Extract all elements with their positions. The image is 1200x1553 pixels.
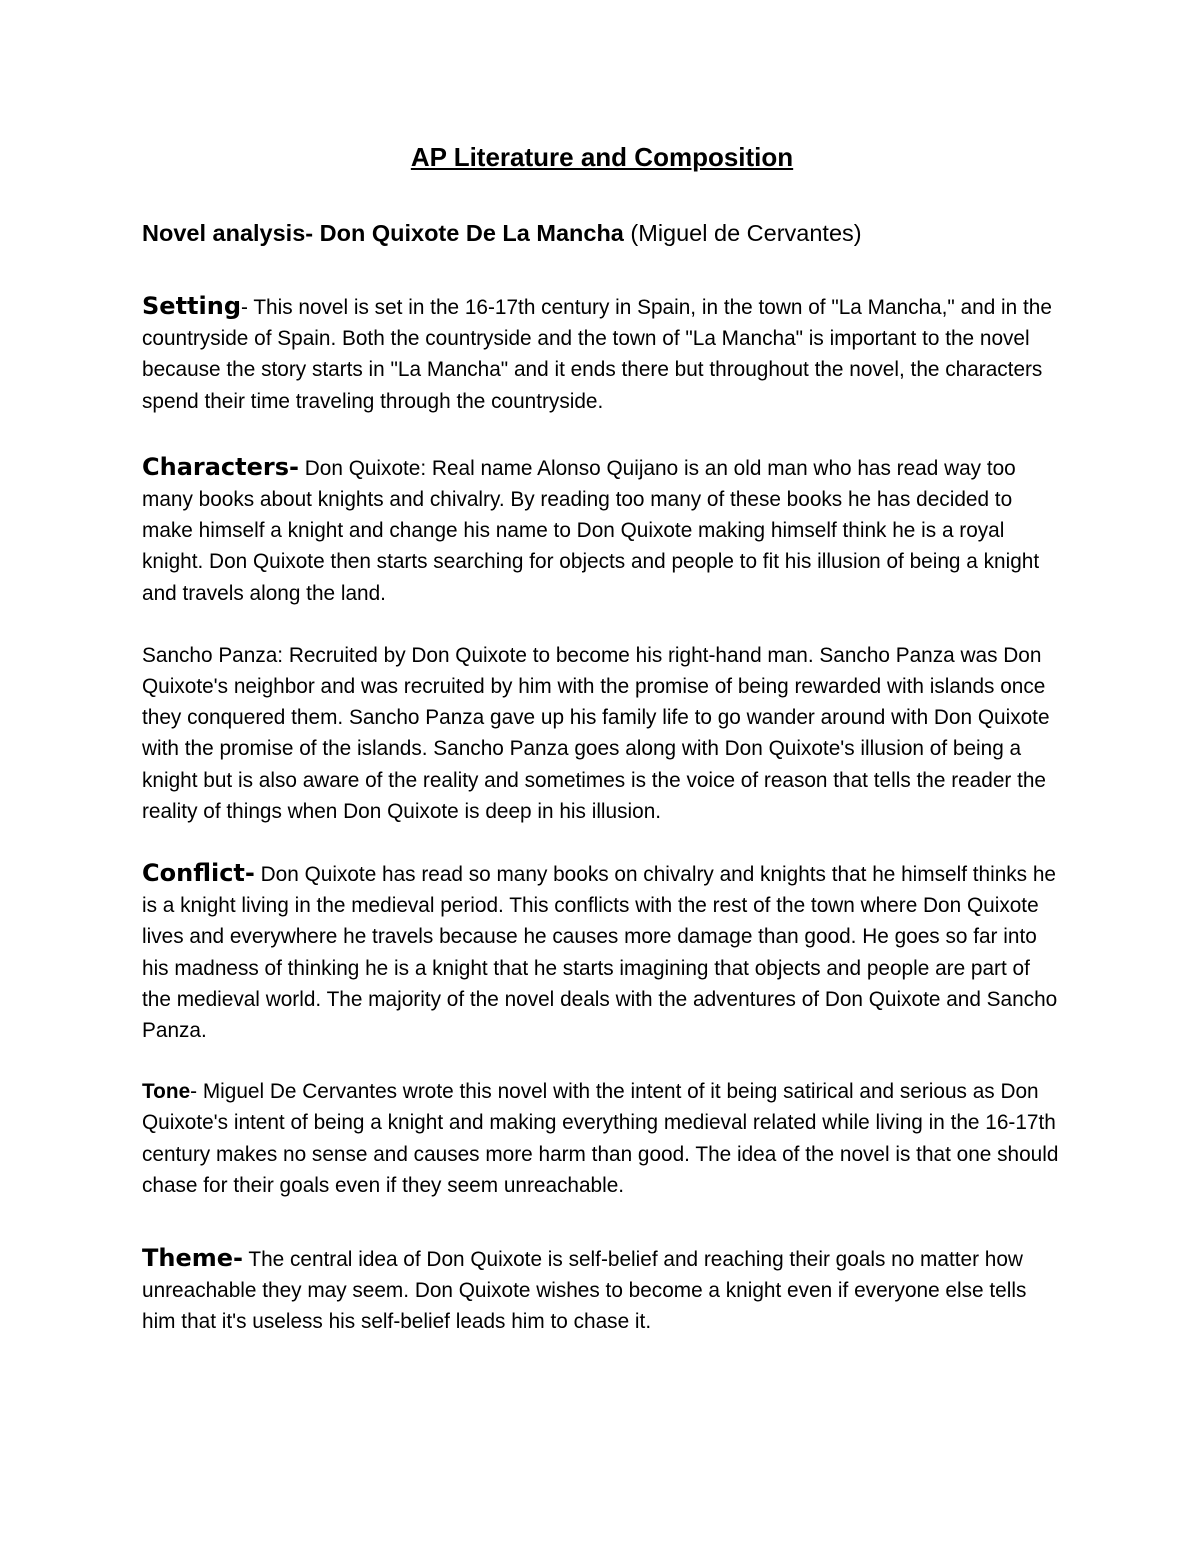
- conflict-text: Don Quixote has read so many books on chivalry and knights that he himself thinks he is a knight living in the medieval period. This conflicts with the rest of the town where Don Quixote lives and everywhere he travels because he causes more damage than good. He goes so far into his madness of thinking he is a knight that he starts imagining that objects and people are part of the medieval world. The majority of the novel deals with the adventures of Don Quixote and Sancho Panza.: [142, 863, 1058, 1043]
- setting-heading: Setting: [142, 292, 241, 320]
- sancho-text: Sancho Panza: Recruited by Don Quixote to become his right-hand man. Sancho Panza was Don Quixote's neighbor and was recruited by him with the promise of being rewarded with islands once they conquered them. Sancho Panza gave up his family life to go wander around with Don Quixote with the promise of the islands. Sancho Panza goes along with Don Quixote's illusion of being a knight but is also aware of the reality and sometimes is the voice of reason that tells the reader the reality of things when Don Quixote is deep in his illusion.: [142, 643, 1050, 823]
- sancho-panza-paragraph: [142, 640, 1062, 827]
- tone-section: [142, 1076, 1062, 1201]
- characters-section: [142, 452, 1062, 609]
- setting-text: - This novel is set in the 16-17th century in Spain, in the town of "La Mancha," and in the countryside of Spain. Both the countryside and the town of "La Mancha" is important to the novel because the story starts in "La Mancha" and it ends there but throughout the novel, the characters spend their time traveling through the countryside.: [142, 296, 1052, 413]
- conflict-section: [142, 858, 1062, 1046]
- setting-section: [142, 291, 1062, 417]
- novel-analysis-subtitle: [142, 218, 1062, 248]
- subtitle-author: (Miguel de Cervantes): [623, 220, 862, 246]
- characters-heading: Characters-: [142, 452, 299, 481]
- theme-text: The central idea of Don Quixote is self-belief and reaching their goals no matter how unreachable they may seem. Don Quixote wishes to become a knight even if everyone else tells him that it's useless his self-belief leads him to chase it.: [142, 1248, 1027, 1334]
- characters-text: Don Quixote: Real name Alonso Quijano is an old man who has read way too many books about knights and chivalry. By reading too many of these books he has decided to make himself a knight and change his name to Don Quixote making himself think he is a royal knight. Don Quixote then starts searching for objects and people to fit his illusion of being a knight and travels along the land.: [142, 456, 1040, 605]
- theme-section: [142, 1243, 1062, 1338]
- theme-heading: Theme-: [142, 1244, 243, 1273]
- document-title: AP Literature and Composition: [410, 142, 794, 172]
- tone-text: - Miguel De Cervantes wrote this novel with the intent of it being satirical and serious as Don Quixote's intent of being a knight and making everything medieval related while living in the 16-17th century makes no sense and causes more harm than good. The idea of the novel is that one should chase for their goals even if they seem unreachable.: [142, 1080, 1059, 1197]
- document-page: [142, 142, 1062, 1338]
- conflict-heading: Conflict-: [142, 859, 255, 888]
- tone-heading: Tone: [142, 1080, 191, 1104]
- subtitle-bold: Novel analysis- Don Quixote De La Mancha: [142, 220, 624, 246]
